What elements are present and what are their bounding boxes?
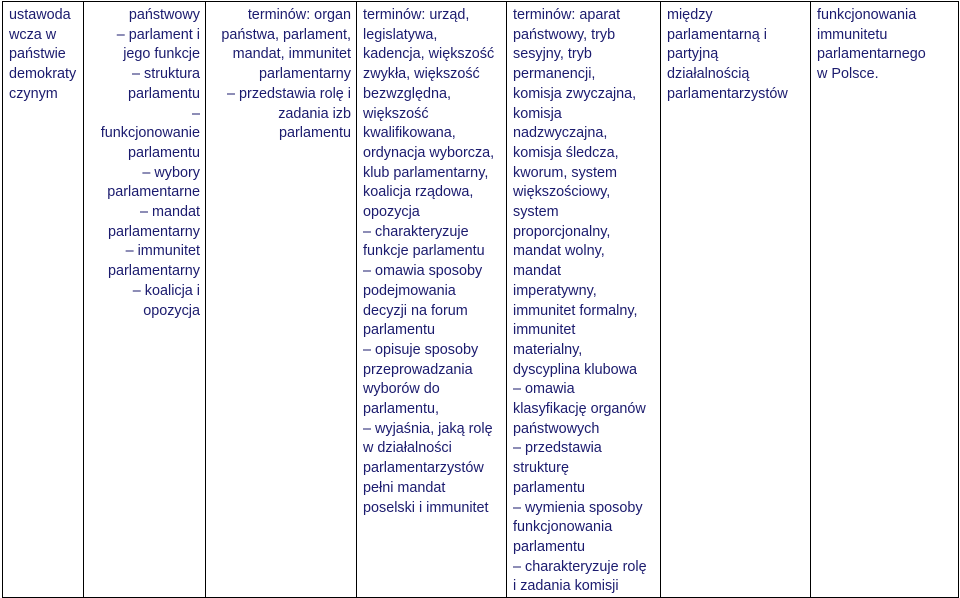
- requirements-level-3-cell: [507, 2, 661, 598]
- requirements-level-5-cell: [811, 2, 959, 598]
- requirements-level-4-text: między parlamentarną i partyjną działalnością parlamentarzystów: [667, 7, 788, 102]
- requirements-level-1-text: terminów: organ państwa, parlament, mandat, immunitet parlamentarny – przedstawia rolę i zadania izb parlamentu: [221, 7, 351, 142]
- requirements-level-1-cell: [206, 2, 357, 598]
- content-text: państwowy – parlament i jego funkcje – struktura parlamentu – funkcjonowanie parlamentu – wybory parlamentarne – mandat parlamentarny – immunitet parlamentarny – koalicja i opozycja: [100, 7, 200, 319]
- table-row: [3, 2, 959, 598]
- requirements-level-3-text: terminów: aparat państwowy, tryb sesyjny, tryb permanencji, komisja zwyczajna, komisja nadzwyczajna, komisja śledcza, kworum, system większościowy, system proporcjonalny, mandat wolny, mandat imperatywny, immunitet formalny, immunitet materialny, dyscyplina klubowa – omawia klasyfikację organów państwowych – przedstawia strukturę parlamentu – wymienia sposoby funkcjonowania parlamentu – charakteryzuje rolę i zadania komisji: [513, 7, 647, 595]
- requirements-level-4-cell: [661, 2, 811, 598]
- content-cell: [84, 2, 206, 598]
- topic-text: ustawoda wcza w państwie demokraty czynym: [9, 7, 77, 102]
- requirements-level-2-text: terminów: urząd, legislatywa, kadencja, większość zwykła, większość bezwzględna, większość kwalifikowana, ordynacja wyborcza, klub parlamentarny, koalicja rządowa, opozycja – charakteryzuje funkcje parlamentu – omawia sposoby podejmowania decyzji na forum parlamentu – opisuje sposoby przeprowadzania wyborów do parlamentu, – wyjaśnia, jaką rolę w działalności parlamentarzystów pełni mandat poselski i immunitet: [363, 7, 495, 516]
- topic-cell: [3, 2, 84, 598]
- requirements-level-5-text: funkcjonowania immunitetu parlamentarnego w Polsce.: [817, 7, 926, 83]
- curriculum-table: [2, 1, 959, 598]
- requirements-level-2-cell: [357, 2, 507, 598]
